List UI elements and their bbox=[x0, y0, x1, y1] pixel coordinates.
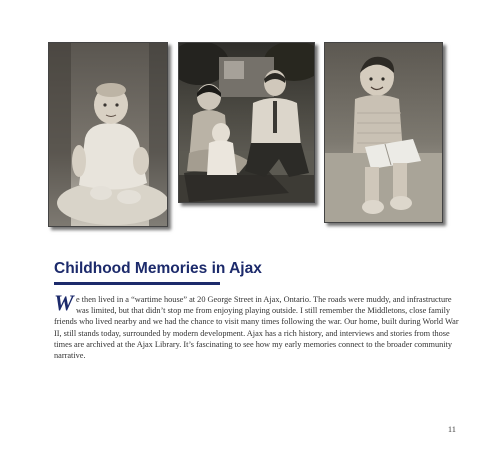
body-line: e then lived in a “wartime house” at 20 George Street in Ajax, Ontario. The roads were muddy, and infrastructure bbox=[76, 295, 452, 304]
baby-photo bbox=[48, 42, 168, 227]
body-paragraph bbox=[54, 290, 459, 361]
body-line: times are archived at the Ajax Library. It’s fascinating to see how my early memories connect to the broader community bbox=[54, 339, 453, 349]
family-photo bbox=[178, 42, 315, 203]
section-title: Childhood Memories in Ajax bbox=[54, 260, 262, 277]
page-number: 11 bbox=[447, 424, 456, 434]
body-line: II, still stands today, surrounded by modern development. Ajax has a rich history, and interviews and stories from those bbox=[54, 328, 450, 338]
toddler-photo bbox=[324, 42, 443, 223]
body-line: narrative. bbox=[54, 351, 86, 361]
drop-cap: W bbox=[54, 290, 74, 315]
title-underline bbox=[54, 282, 220, 285]
body-line: was limited, but that didn’t stop me from enjoying playing outside. I still remember the Middletons, close family bbox=[76, 306, 451, 316]
body-line: friends who lived nearby and we had the chance to visit many times following the war. Our home, built during World War bbox=[54, 317, 459, 327]
